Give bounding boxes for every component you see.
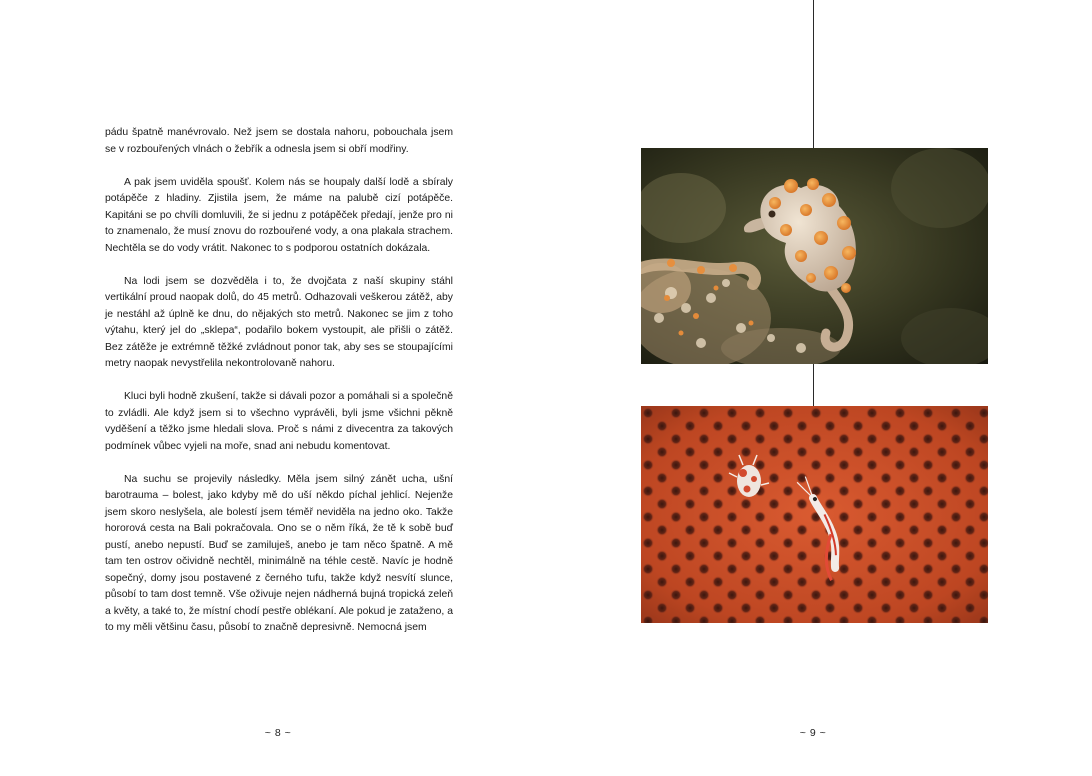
paragraph: pádu špatně manévrovalo. Než jsem se dostala nahoru, pobouchala jsem se v rozbouřených vlnách o žebřík a odnesla jsem si obří modřiny.	[105, 127, 453, 155]
paragraph: Na suchu se projevily následky. Měla jsem silný zánět ucha, ušní barotrauma – bolest, jako kdyby mě do uší někdo píchal jehlicí. Nejenže jsem skoro neslyšela, ale bolestí jsem téměř neviděla na jedno oko. Takže hororová cesta na Bali pokračovala. Ono se o něm říká, že tě k sobě buď pustí, anebo nepustí. Buď se zamiluješ, anebo je tam něco špatně. A mě tam ten ostrov očividně nechtěl, minimálně na téhle cestě. Navíc je hodně sopečný, domy jsou postavené z černého tufu, takže když nesvítí slunce, působí to tam dost temně. Vše oživuje nejen nádherná bujná tropická zeleň a květy, a také to, že místní chodí pestře oblékaní. Ale pokud je zataženo, a to my měli většinu času, působí to značně depresivně. Nemocná jsem	[105, 473, 453, 633]
decorative-rule-middle	[813, 364, 814, 406]
paragraph: Kluci byli hodně zkušení, takže si dávali pozor a pomáhali si a společně to zvládli. Ale když jsem si to všechno vyprávěli, byli jsme všichni pěkně vyděšení a těžko jsme hledali slova. Proč s námi z divecentra za takových podmínek vůbec vyjeli na moře, snad ani nebudu komentovat.	[105, 391, 453, 452]
shrimp-on-sea-cucumber-photo	[641, 406, 988, 623]
right-page	[546, 0, 1092, 776]
page-number-left: ~ 8 ~	[264, 727, 292, 739]
body-text	[105, 125, 453, 653]
paragraph: A pak jsem uviděla spoušť. Kolem nás se houpaly další lodě a sbíraly potápěče z hladiny. Zjistila jsem, že máme na palubě cizí potápěče. Kapitáni se po chvíli domluvili, že si jednu z potápěček předají, jenže pro ni to znamenalo, že musí znovu do rozbouřené vody, a ona plakala strachem. Nechtěla se do vody vrátit. Nakonec to s podporou ostatních dokázala.	[105, 176, 453, 254]
page-number-right: ~ 9 ~	[799, 727, 827, 739]
paragraph: Na lodi jsem se dozvěděla i to, že dvojčata z naší skupiny stáhl vertikální proud naopak dolů, do 45 metrů. Odhazovali veškerou zátěž, aby je nestáhl až úplně ke dnu, do nějakých sto metrů. Nakonec se jim z toho výtahu, který jel do „sklepa“, podařilo bokem vystoupit, ale přišli o zátěž. Bez zátěže je extrémně těžké zvládnout ponor tak, aby ses se stoupajícími metry naopak nevystřelila nekontrolovaně nahoru.	[105, 275, 453, 369]
pygmy-seahorse-photo	[641, 148, 988, 364]
shrimp-image	[641, 406, 988, 623]
seahorse-image	[641, 148, 988, 364]
decorative-rule-top	[813, 0, 814, 148]
